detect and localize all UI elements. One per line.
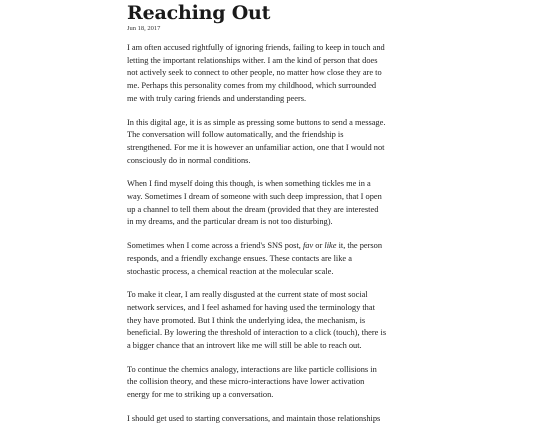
paragraph	[127, 364, 417, 402]
paragraph	[127, 240, 417, 278]
text-line: they have promoted. But I think the underlying idea, the mechanism, is	[127, 315, 366, 325]
text-line: letting the important relationships wither. I am the kind of person that does	[127, 55, 378, 65]
text-line: me with truly caring friends and understanding peers.	[127, 93, 307, 103]
text-line: network services, and I feel ashamed for having used the terminology that	[127, 302, 375, 312]
text-line: To continue the chemics analogy, interactions are like particle collisions in	[127, 364, 377, 374]
text-segment: or	[313, 241, 325, 251]
post-title: Reaching Out	[127, 2, 271, 24]
text-line: way. Sometimes I dream of someone with such deep impression, that I open	[127, 192, 382, 202]
text-line: up a channel to tell them about the dream (provided that they are interested	[127, 204, 379, 214]
post-body	[127, 42, 417, 437]
text-line: the collision theory, and these micro-interactions have lower activation	[127, 377, 365, 387]
paragraph	[127, 178, 417, 229]
text-segment: it, the person	[336, 241, 383, 251]
text-line: When I find myself doing this though, is when something tickles me in a	[127, 179, 371, 189]
text-line: To make it clear, I am really disgusted at the current state of most social	[127, 290, 368, 300]
paragraph	[127, 42, 417, 106]
like-term: like	[324, 241, 337, 251]
text-line: strengthened. For me it is however an unfamiliar action, one that I would not	[127, 142, 385, 152]
text-line: In this digital age, it is as simple as pressing some buttons to send a message.	[127, 117, 386, 127]
text-line: a bigger chance that an introvert like me will still be able to reach out.	[127, 341, 362, 351]
text-line: I should get used to starting conversations, and maintain those relationships	[127, 413, 381, 423]
text-line: not actively seek to connect to other people, no matter how close they are to	[127, 68, 382, 78]
paragraph	[127, 289, 417, 353]
text-line: responds, and a friendly exchange ensues. These contacts are like a	[127, 253, 352, 263]
text-line: beneficial. By lowering the threshold of interaction to a click (touch), there is	[127, 328, 387, 338]
text-line: in my dreams, and the particular dream is not too disturbing).	[127, 217, 333, 227]
post-date: Jun 18, 2017	[127, 25, 161, 32]
text-segment: Sometimes when I come across a friend's SNS post,	[127, 241, 303, 251]
paragraph	[127, 413, 417, 426]
paragraph	[127, 117, 417, 168]
fav-term: fav	[302, 241, 314, 251]
text-line: me. Perhaps this personality comes from my childhood, which surrounded	[127, 81, 377, 91]
text-line: The conversation will follow automatically, and the friendship is	[127, 130, 344, 140]
text-line: I am often accused rightfully of ignoring friends, failing to keep in touch and	[127, 43, 385, 52]
text-line: energy for me to striking up a conversation.	[127, 390, 274, 400]
text-line: consciously do in normal conditions.	[127, 155, 251, 165]
text-line: stochastic process, a chemical reaction at the molecular scale.	[127, 266, 334, 276]
